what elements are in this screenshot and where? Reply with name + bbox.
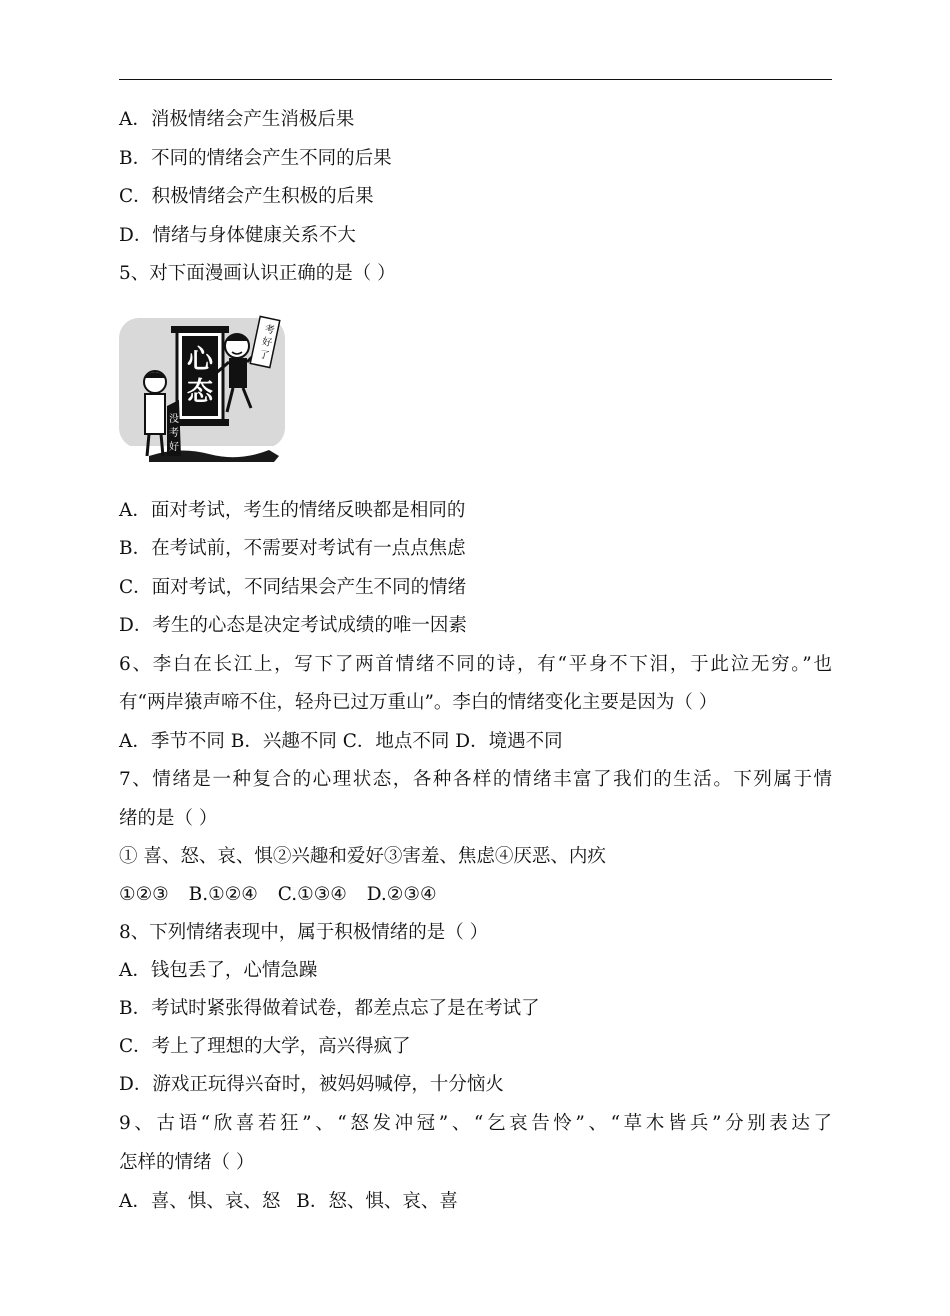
cartoon-left-sign-3: 好 <box>169 442 179 453</box>
cartoon-left-sign-2: 考 <box>169 428 179 439</box>
header-rule <box>119 79 832 80</box>
q6-options: A．季节不同 B．兴趣不同 C．地点不同 D．境遇不同 <box>119 731 563 752</box>
q5-option-c: C．面对考试，不同结果会产生不同的情绪 <box>119 577 467 598</box>
cartoon-right-sign-2: 好 <box>260 336 273 350</box>
cartoon-left-sign-1: 没 <box>169 414 179 425</box>
q4-option-d: D．情绪与身体健康关系不大 <box>119 225 356 246</box>
cartoon-center-text-2: 态 <box>186 377 214 407</box>
q6-stem-line1: 6、李白在长江上，写下了两首情绪不同的诗，有“平身不下泪，于此泣无穷。”也 <box>119 654 832 675</box>
q9-stem-line1: 9、古语“欣喜若狂”、“怒发冲冠”、“乞哀告怜”、“草木皆兵”分别表达了 <box>119 1113 832 1134</box>
q8-option-a: A．钱包丢了，心情急躁 <box>119 960 318 981</box>
q4-option-b: B．不同的情绪会产生不同的后果 <box>119 148 392 169</box>
cartoon-right-sign-3: 了 <box>258 349 271 363</box>
q8-option-c: C．考上了理想的大学，高兴得疯了 <box>119 1036 411 1057</box>
q8-stem: 8、下列情绪表现中，属于积极情绪的是（ ） <box>119 922 489 943</box>
q7-stem-line2: 绪的是（ ） <box>119 808 218 829</box>
q4-option-a: A．消极情绪会产生消极后果 <box>119 109 355 130</box>
q7-options: ①②③ B.①②④ C.①③④ D.②③④ <box>119 884 437 905</box>
q8-option-b: B．考试时紧张得做着试卷，都差点忘了是在考试了 <box>119 998 540 1019</box>
q5-option-b: B．在考试前，不需要对考试有一点点焦虑 <box>119 538 466 559</box>
q5-stem: 5、对下面漫画认识正确的是（ ） <box>119 263 396 284</box>
q6-stem-line2: 有“两岸猿声啼不住，轻舟已过万重山”。李白的情绪变化主要是因为（ ） <box>119 692 718 713</box>
q5-option-a: A．面对考试，考生的情绪反映都是相同的 <box>119 500 466 521</box>
q7-stem-line1: 7、情绪是一种复合的心理状态，各种各样的情绪丰富了我们的生活。下列属于情 <box>119 769 832 790</box>
q4-option-c: C．积极情绪会产生积极的后果 <box>119 186 374 207</box>
q7-items: ① 喜、怒、哀、惧②兴趣和爱好③害羞、焦虑④厌恶、内疚 <box>119 846 606 867</box>
q5-option-d: D．考生的心态是决定考试成绩的唯一因素 <box>119 615 467 636</box>
cartoon-right-sign-1: 考 <box>263 323 276 337</box>
cartoon-center-text-1: 心 <box>186 345 214 375</box>
mindset-cartoon <box>119 296 285 468</box>
q9-stem-line2: 怎样的情绪（ ） <box>119 1152 255 1173</box>
q9-options: A．喜、惧、哀、怒 B．怒、惧、哀、喜 <box>119 1191 458 1212</box>
q8-option-d: D．游戏正玩得兴奋时，被妈妈喊停，十分恼火 <box>119 1074 504 1095</box>
